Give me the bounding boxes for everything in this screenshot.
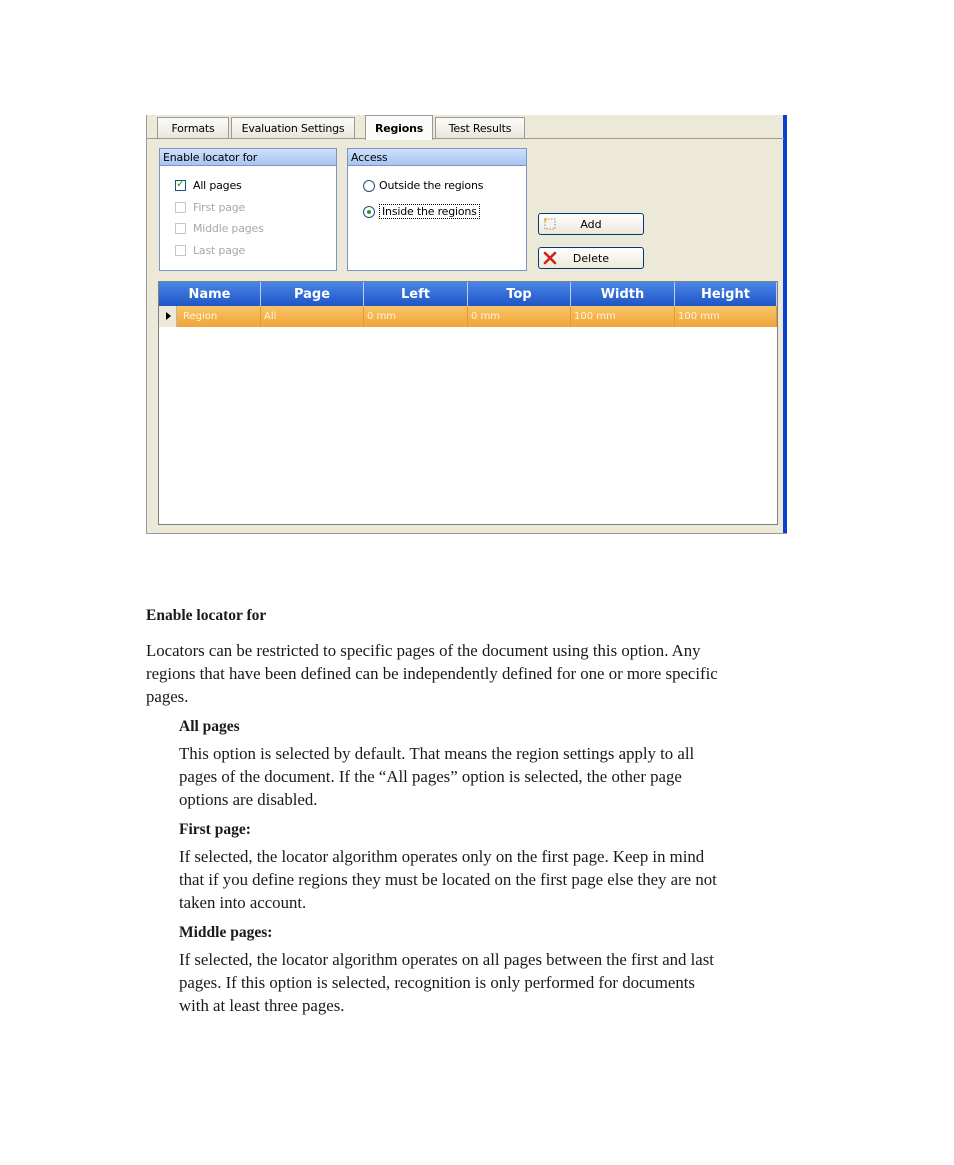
intro-paragraph — [146, 639, 846, 708]
enable-locator-group — [159, 148, 337, 271]
term-first-page: First page: — [179, 821, 251, 838]
first-page-checkbox[interactable] — [175, 201, 245, 214]
tab-formats[interactable]: Formats — [157, 117, 229, 138]
window-edge — [783, 115, 787, 533]
intro-line: Locators can be restricted to specific pages of the document using this option. Any — [146, 641, 701, 660]
desc-line: This option is selected by default. That means the region settings apply to all — [179, 744, 695, 763]
tab-evaluation-settings[interactable]: Evaluation Settings — [231, 117, 355, 138]
term-all-pages: All pages — [179, 718, 240, 735]
cell-page[interactable]: All — [261, 306, 364, 327]
middle-pages-label: Middle pages — [193, 222, 264, 235]
desc-line: If selected, the locator algorithm operates on all pages between the first and last — [179, 950, 714, 969]
column-header-width[interactable]: Width — [571, 282, 675, 306]
checkbox-checked-icon — [175, 180, 186, 191]
tab-divider — [147, 138, 784, 139]
middle-pages-checkbox[interactable] — [175, 222, 264, 235]
delete-button[interactable] — [538, 247, 644, 269]
regions-settings-screenshot — [146, 115, 787, 534]
grid-header — [159, 282, 777, 306]
column-header-left[interactable]: Left — [364, 282, 468, 306]
column-header-name[interactable]: Name — [159, 282, 261, 306]
desc-line: pages of the document. If the “All pages” option is selected, the other page — [179, 767, 682, 786]
desc-middle-pages — [179, 948, 839, 1017]
inside-regions-radio[interactable] — [363, 204, 480, 219]
intro-line: pages. — [146, 687, 189, 706]
desc-line: with at least three pages. — [179, 996, 345, 1015]
column-header-top[interactable]: Top — [468, 282, 571, 306]
tab-test-results[interactable]: Test Results — [435, 117, 525, 138]
column-header-height[interactable]: Height — [675, 282, 777, 306]
add-button[interactable] — [538, 213, 644, 235]
last-page-checkbox[interactable] — [175, 244, 245, 257]
intro-line: regions that have been defined can be independently defined for one or more specific — [146, 664, 718, 683]
regions-grid — [158, 281, 778, 525]
checkbox-icon — [175, 245, 186, 256]
access-group — [347, 148, 527, 271]
desc-line: pages. If this option is selected, recognition is only performed for documents — [179, 973, 695, 992]
all-pages-checkbox[interactable] — [175, 179, 242, 192]
outside-regions-radio[interactable] — [363, 179, 483, 192]
checkbox-icon — [175, 202, 186, 213]
desc-line: taken into account. — [179, 893, 307, 912]
column-header-page[interactable]: Page — [261, 282, 364, 306]
cell-top[interactable]: 0 mm — [468, 306, 571, 327]
desc-first-page — [179, 845, 839, 914]
desc-line: options are disabled. — [179, 790, 318, 809]
tab-regions[interactable]: Regions — [365, 115, 433, 140]
add-button-label: Add — [580, 217, 602, 231]
desc-line: that if you define regions they must be located on the first page else they are not — [179, 870, 717, 889]
inside-regions-label: Inside the regions — [379, 204, 480, 219]
cell-height[interactable]: 100 mm — [675, 306, 777, 327]
last-page-label: Last page — [193, 244, 246, 257]
cell-width[interactable]: 100 mm — [571, 306, 675, 327]
desc-line: If selected, the locator algorithm operates only on the first page. Keep in mind — [179, 847, 705, 866]
cell-left[interactable]: 0 mm — [364, 306, 468, 327]
row-selector-arrow-icon — [159, 306, 177, 327]
section-heading: Enable locator for — [146, 607, 267, 624]
desc-all-pages — [179, 742, 839, 811]
table-row[interactable] — [159, 306, 777, 327]
delete-button-label: Delete — [572, 251, 610, 265]
checkbox-icon — [175, 223, 186, 234]
first-page-label: First page — [193, 201, 246, 214]
tab-strip — [147, 115, 787, 139]
radio-icon — [363, 180, 375, 192]
term-middle-pages: Middle pages: — [179, 924, 273, 941]
all-pages-label: All pages — [193, 179, 242, 192]
enable-locator-title: Enable locator for — [160, 149, 336, 166]
cell-name[interactable]: Region — [159, 306, 261, 327]
outside-regions-label: Outside the regions — [379, 179, 484, 192]
radio-selected-icon — [363, 206, 375, 218]
access-title: Access — [348, 149, 526, 166]
